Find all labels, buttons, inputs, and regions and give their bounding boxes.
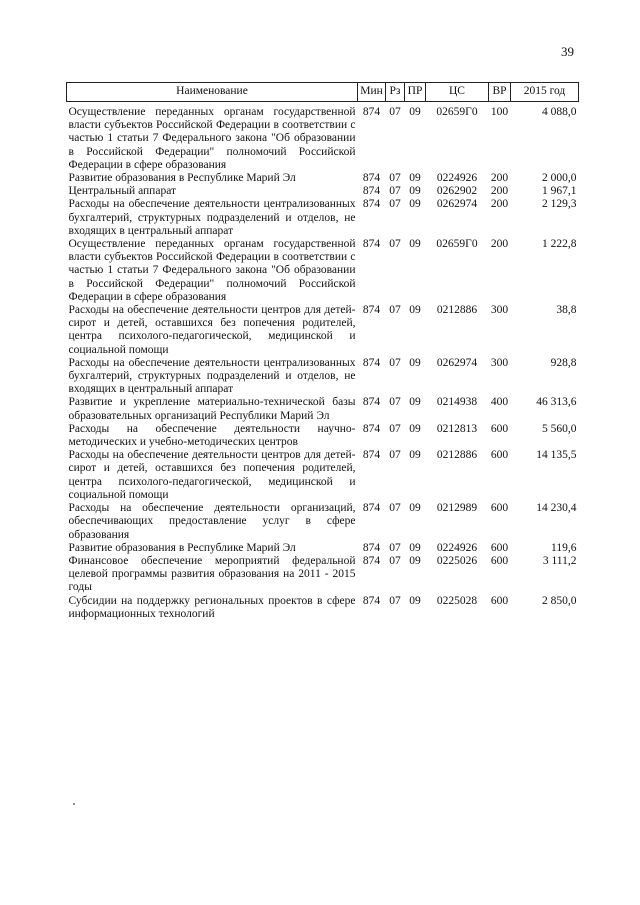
row-vr: 600 bbox=[490, 594, 509, 607]
table-body bbox=[67, 106, 579, 621]
row-name: Осуществление переданных органам государственной власти субъектов Российской Федерации в соответствии с частью 1 статьи 7 Федерального закона "Об образовании в Российской Федерации" полномочий Российской Федерации в сфере образования bbox=[68, 106, 356, 171]
row-vr: 100 bbox=[490, 106, 509, 118]
table-row bbox=[67, 542, 579, 555]
row-name: Расходы на обеспечение деятельности центров для детей-сирот и детей, оставшихся без попечения родителей, центра психолого-педагогической, медицинской и социальной помощи bbox=[68, 449, 356, 501]
row-pr: 09 bbox=[409, 502, 421, 515]
table-row bbox=[67, 555, 579, 595]
table-row bbox=[67, 185, 579, 198]
row-pr: 09 bbox=[409, 541, 421, 554]
row-rz: 07 bbox=[389, 541, 401, 554]
row-vr: 600 bbox=[490, 502, 509, 515]
table-row bbox=[67, 396, 579, 422]
row-amount: 38,8 bbox=[556, 304, 577, 317]
header-vr: ВР bbox=[489, 83, 511, 102]
row-vr: 300 bbox=[490, 304, 509, 317]
row-amount: 14 230,4 bbox=[536, 502, 577, 515]
row-pr: 09 bbox=[409, 449, 421, 462]
row-rz: 07 bbox=[389, 356, 401, 369]
row-pr: 09 bbox=[409, 172, 421, 185]
row-cs: 0212989 bbox=[436, 502, 478, 515]
table-row bbox=[67, 423, 579, 449]
table-row bbox=[67, 357, 579, 397]
row-vr: 600 bbox=[490, 541, 509, 554]
row-min: 874 bbox=[362, 198, 381, 211]
row-amount: 14 135,5 bbox=[536, 449, 577, 462]
row-rz: 07 bbox=[389, 422, 401, 435]
row-amount: 4 088,0 bbox=[542, 106, 577, 118]
row-cs: 0224926 bbox=[436, 541, 478, 554]
row-pr: 09 bbox=[409, 238, 421, 251]
row-cs: 0212886 bbox=[436, 304, 478, 317]
row-name: Субсидии на поддержку региональных проектов в сфере информационных технологий bbox=[68, 594, 356, 620]
row-cs: 0214938 bbox=[436, 396, 478, 409]
table-header-row bbox=[67, 83, 579, 102]
row-pr: 09 bbox=[409, 185, 421, 198]
budget-table bbox=[66, 82, 579, 621]
row-pr: 09 bbox=[409, 356, 421, 369]
row-cs: 0262974 bbox=[436, 356, 478, 369]
table-row bbox=[67, 304, 579, 357]
table-row bbox=[67, 106, 579, 172]
row-cs: 0212886 bbox=[436, 449, 478, 462]
row-vr: 600 bbox=[490, 422, 509, 435]
row-name: Развитие образования в Республике Марий Эл bbox=[68, 172, 296, 185]
row-min: 874 bbox=[362, 449, 381, 462]
table-row bbox=[67, 449, 579, 502]
table-row bbox=[67, 172, 579, 185]
row-name: Расходы на обеспечение деятельности центров для детей-сирот и детей, оставшихся без попечения родителей, центра психолого-педагогической, медицинской и социальной помощи bbox=[68, 304, 356, 356]
header-year: 2015 год bbox=[511, 83, 579, 102]
row-vr: 400 bbox=[490, 396, 509, 409]
row-rz: 07 bbox=[389, 106, 401, 118]
row-amount: 1 222,8 bbox=[542, 238, 577, 251]
row-name: Осуществление переданных органам государственной власти субъектов Российской Федерации в соответствии с частью 1 статьи 7 Федерального закона "Об образовании в Российской Федерации" полномочий Российской Федерации в сфере образования bbox=[68, 238, 356, 303]
row-name: Развитие и укрепление материально-технической базы образовательных организаций Республики Марий Эл bbox=[68, 396, 356, 422]
row-pr: 09 bbox=[409, 106, 421, 118]
row-amount: 2 000,0 bbox=[542, 172, 577, 185]
table-row bbox=[67, 198, 579, 238]
row-min: 874 bbox=[362, 594, 381, 607]
row-vr: 200 bbox=[490, 172, 509, 185]
row-cs: 0225028 bbox=[436, 594, 478, 607]
row-amount: 5 560,0 bbox=[542, 422, 577, 435]
row-min: 874 bbox=[362, 185, 381, 198]
row-cs: 02659Г0 bbox=[436, 106, 478, 118]
row-amount: 2 850,0 bbox=[542, 594, 577, 607]
row-min: 874 bbox=[362, 502, 381, 515]
row-rz: 07 bbox=[389, 554, 401, 567]
row-name: Расходы на обеспечение деятельности научно-методических и учебно-методических центров bbox=[68, 422, 356, 449]
row-name: Развитие образования в Республике Марий Эл bbox=[68, 541, 296, 554]
row-amount: 46 313,6 bbox=[536, 396, 577, 409]
row-min: 874 bbox=[362, 304, 381, 317]
row-rz: 07 bbox=[389, 502, 401, 515]
row-vr: 200 bbox=[490, 198, 509, 211]
page-number: 39 bbox=[561, 44, 574, 59]
row-rz: 07 bbox=[389, 396, 401, 409]
row-rz: 07 bbox=[389, 185, 401, 198]
row-name: Финансовое обеспечение мероприятий федеральной целевой программы развития образования на 2011 - 2015 годы bbox=[68, 554, 356, 594]
row-rz: 07 bbox=[389, 594, 401, 607]
row-amount: 1 967,1 bbox=[542, 185, 577, 198]
row-amount: 3 111,2 bbox=[542, 554, 577, 567]
header-name: Наименование bbox=[67, 83, 358, 102]
row-pr: 09 bbox=[409, 554, 421, 567]
scan-speck bbox=[73, 803, 75, 805]
row-vr: 300 bbox=[490, 356, 509, 369]
row-rz: 07 bbox=[389, 304, 401, 317]
row-name: Расходы на обеспечение деятельности организаций, обеспечивающих предоставление услуг в сфере образования bbox=[68, 502, 356, 541]
row-cs: 0225026 bbox=[436, 554, 478, 567]
table-row bbox=[67, 238, 579, 304]
row-cs: 0262902 bbox=[436, 185, 478, 198]
row-amount: 119,6 bbox=[551, 541, 577, 554]
row-pr: 09 bbox=[409, 422, 421, 435]
row-vr: 200 bbox=[490, 185, 509, 198]
row-min: 874 bbox=[362, 422, 381, 435]
row-cs: 02659Г0 bbox=[436, 238, 478, 251]
row-cs: 0224926 bbox=[436, 172, 478, 185]
table-row bbox=[67, 595, 579, 621]
row-cs: 0262974 bbox=[436, 198, 478, 211]
row-rz: 07 bbox=[389, 238, 401, 251]
row-min: 874 bbox=[362, 541, 381, 554]
row-rz: 07 bbox=[389, 449, 401, 462]
row-min: 874 bbox=[362, 356, 381, 369]
row-rz: 07 bbox=[389, 198, 401, 211]
table-row bbox=[67, 502, 579, 542]
header-min: Мин bbox=[358, 83, 386, 102]
row-min: 874 bbox=[362, 396, 381, 409]
row-name: Центральный аппарат bbox=[68, 185, 177, 198]
row-amount: 2 129,3 bbox=[542, 198, 577, 211]
row-name: Расходы на обеспечение деятельности централизованных бухгалтерий, структурных подразделений и отделов, не входящих в центральный аппарат bbox=[68, 356, 356, 396]
header-rz: Рз bbox=[386, 83, 405, 102]
row-min: 874 bbox=[362, 106, 381, 118]
header-pr: ПР bbox=[405, 83, 426, 102]
row-min: 874 bbox=[362, 554, 381, 567]
row-cs: 0212813 bbox=[436, 422, 478, 435]
row-amount: 928,8 bbox=[550, 356, 577, 369]
row-pr: 09 bbox=[409, 198, 421, 211]
row-vr: 200 bbox=[490, 238, 509, 251]
row-vr: 600 bbox=[490, 554, 509, 567]
row-min: 874 bbox=[362, 238, 381, 251]
row-name: Расходы на обеспечение деятельности централизованных бухгалтерий, структурных подразделений и отделов, не входящих в центральный аппарат bbox=[68, 198, 356, 237]
header-cs: ЦС bbox=[426, 83, 489, 102]
row-pr: 09 bbox=[409, 594, 421, 607]
row-pr: 09 bbox=[409, 396, 421, 409]
row-rz: 07 bbox=[389, 172, 401, 185]
row-min: 874 bbox=[362, 172, 381, 185]
row-vr: 600 bbox=[490, 449, 509, 462]
row-pr: 09 bbox=[409, 304, 421, 317]
